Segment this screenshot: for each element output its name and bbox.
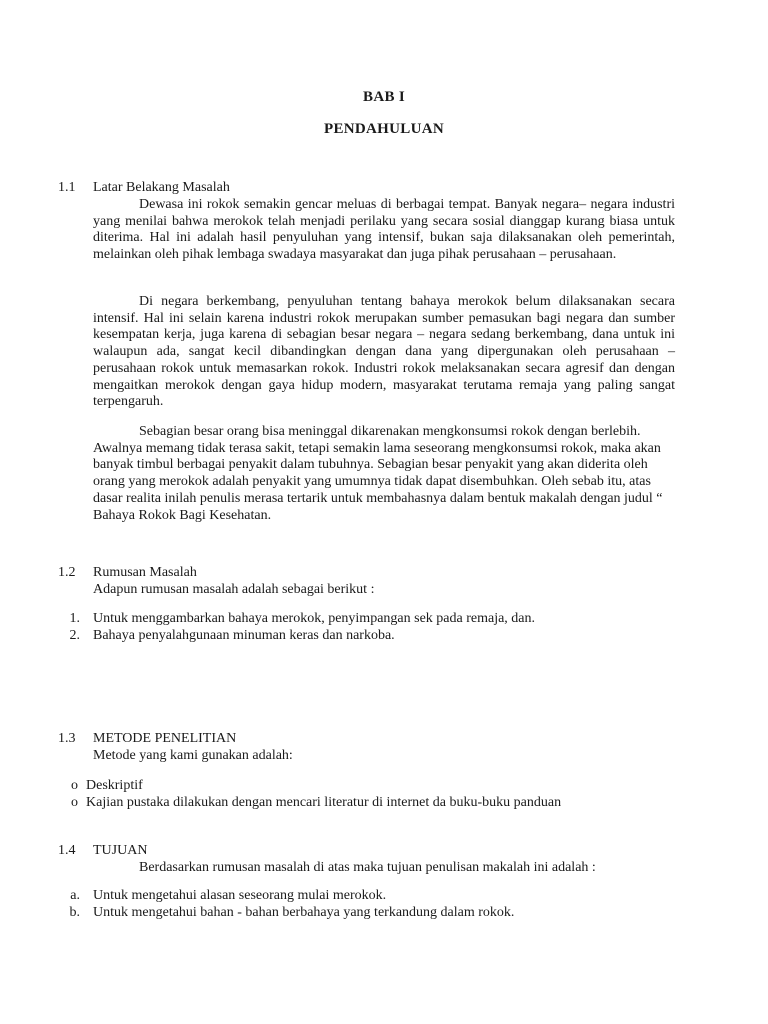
section-number: 1.2	[58, 565, 76, 580]
list-marker: b.	[69, 905, 80, 920]
chapter-title: PENDAHULUAN	[324, 121, 444, 137]
paragraph: Dewasa ini rokok semakin gencar meluas di berbagai tempat. Banyak negara– negara industri yang menilai bahwa merokok telah menjadi perilaku yang secara sosial dianggap kurang biasa untuk diterima. Hal ini adalah hasil penyuluhan yang intensif, bukan saja dilaksanakan oleh pemerintah, melainkan oleh pihak lembaga swadaya masyarakat dan juga pihak perusahaan – perusahaan.	[93, 197, 675, 263]
section-heading: METODE PENELITIAN	[93, 731, 237, 746]
list-item: Deskriptif	[86, 778, 143, 793]
list-item: Untuk mengetahui bahan - bahan berbahaya yang terkandung dalam rokok.	[93, 905, 515, 920]
list-marker: 2.	[69, 628, 80, 643]
paragraph: Sebagian besar orang bisa meninggal dikarenakan mengkonsumsi rokok dengan berlebih. Awalnya memang tidak terasa sakit, tetapi semakin lama seseorang mengkonsumsi rokok, maka akan banyak timbul berbagai penyakit dalam tubuhnya. Sebagian besar penyakit yang akan diderita oleh orang yang merokok adalah penyakit yang umumnya tidak dapat disembuhkan. Oleh sebab itu, atas dasar realita inilah penulis merasa tertarik untuk membahasnya dalam bentuk makalah dengan judul “ Bahaya Rokok Bagi Kesehatan.	[93, 424, 663, 523]
section-number: 1.3	[58, 731, 76, 746]
section-heading: Rumusan Masalah	[93, 565, 197, 580]
section-intro: Metode yang kami gunakan adalah:	[93, 748, 293, 763]
section-intro: Berdasarkan rumusan masalah di atas maka tujuan penulisan makalah ini adalah :	[139, 860, 596, 875]
section-heading: TUJUAN	[93, 843, 148, 858]
list-marker: o	[71, 795, 78, 810]
list-item: Untuk menggambarkan bahaya merokok, penyimpangan sek pada remaja, dan.	[93, 611, 536, 626]
list-marker: 1.	[69, 611, 80, 626]
list-item: Bahaya penyalahgunaan minuman keras dan narkoba.	[93, 628, 395, 643]
paragraph: Di negara berkembang, penyuluhan tentang bahaya merokok belum dilaksanakan secara intensif. Hal ini selain karena industri rokok merupakan sumber pemasukan bagi negara dan sumber kesempatan kerja, juga karena di sebagian besar negara – negara sedang berkembang, dana untuk ini walaupun ada, sangat kecil dibandingkan dengan dana yang dipergunakan oleh perusahaan – perusahaan rokok untuk memasarkan rokok. Industri rokok melaksanakan secara agresif dan dengan mengaitkan merokok dengan gaya hidup modern, masyarakat terutama remaja yang paling sangat terpengaruh.	[93, 294, 675, 410]
list-marker: a.	[70, 888, 80, 903]
section-intro: Adapun rumusan masalah adalah sebagai berikut :	[93, 582, 375, 597]
chapter-number: BAB I	[363, 89, 405, 105]
section-heading: Latar Belakang Masalah	[93, 180, 230, 195]
section-number: 1.4	[58, 843, 76, 858]
section-number: 1.1	[58, 180, 76, 195]
list-marker: o	[71, 778, 78, 793]
list-item: Untuk mengetahui alasan seseorang mulai merokok.	[93, 888, 387, 903]
list-item: Kajian pustaka dilakukan dengan mencari literatur di internet da buku-buku panduan	[86, 795, 562, 810]
